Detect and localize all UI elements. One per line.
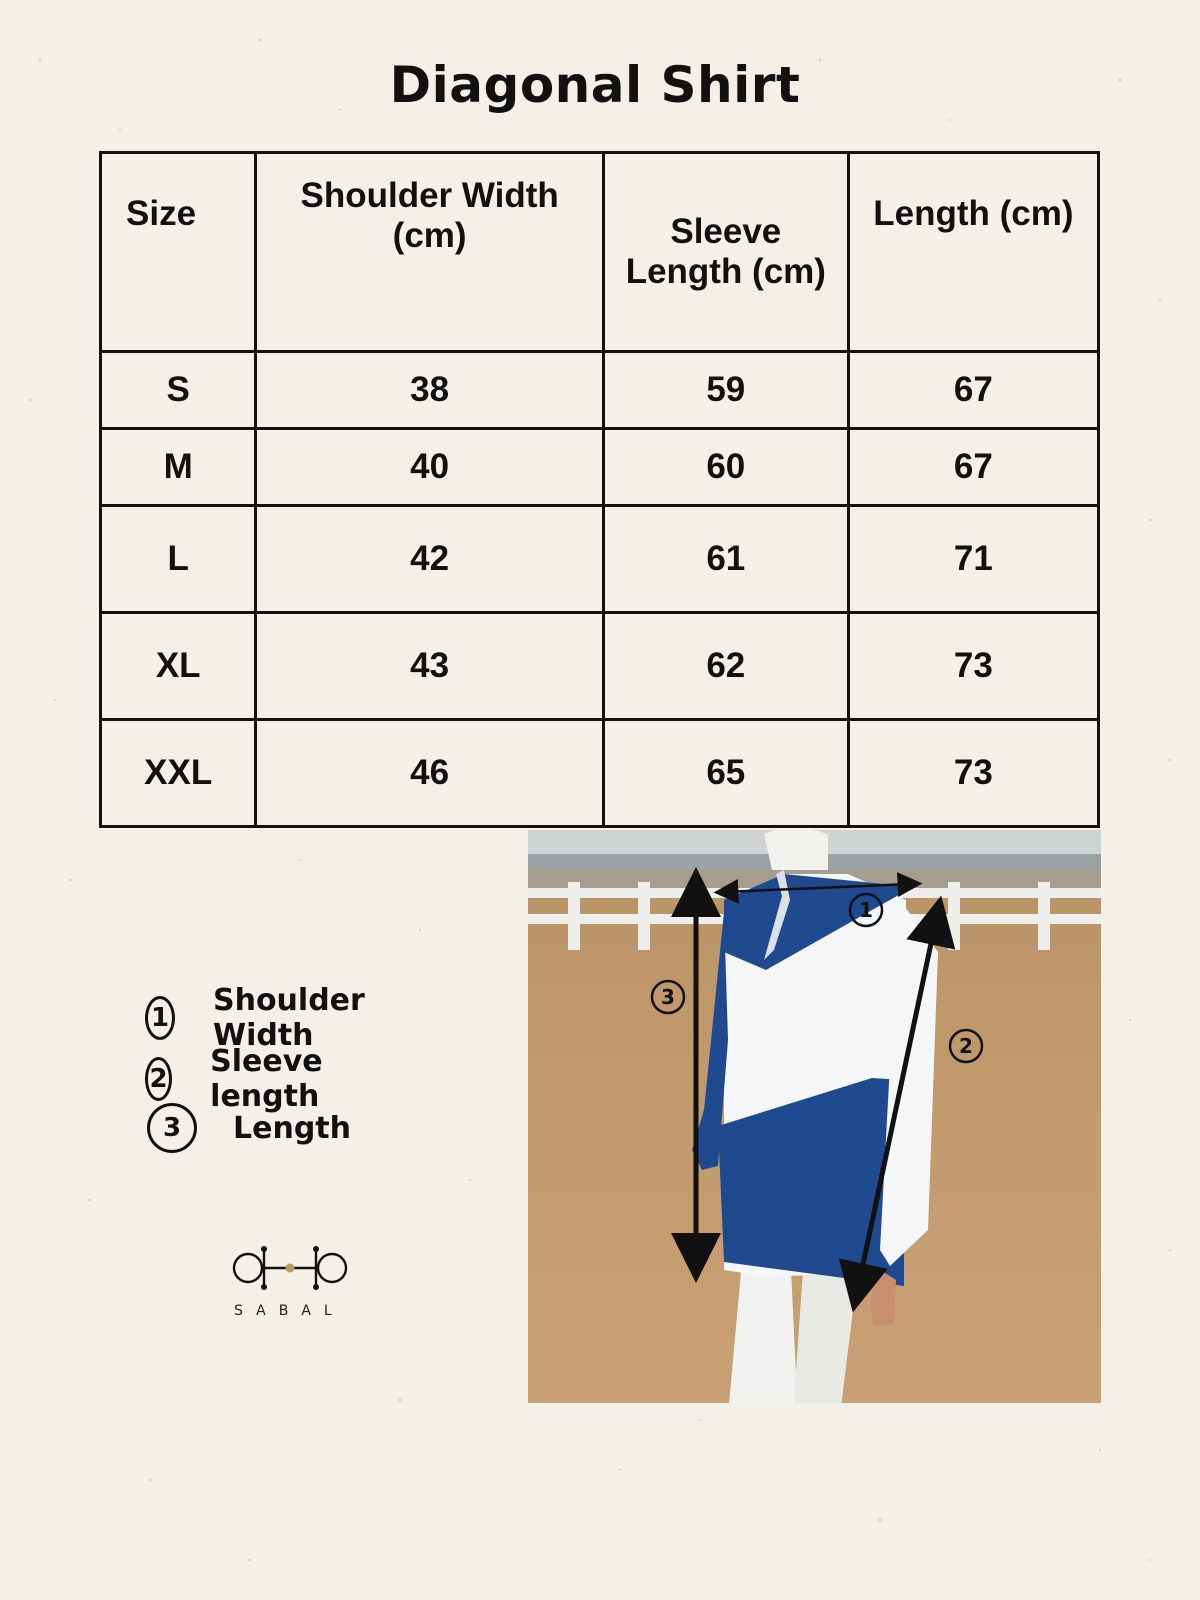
number-3-icon: 3 (147, 1103, 197, 1153)
product-measurement-photo (528, 830, 1101, 1403)
length-cell: 67 (848, 352, 1098, 429)
size-cell: L (101, 506, 256, 613)
column-header-sleeve-length: Sleeve Length (cm) (603, 153, 848, 352)
sleeve-length-cell: 59 (603, 352, 848, 429)
page-title: Diagonal Shirt (389, 56, 801, 114)
length-cell: 73 (848, 720, 1098, 827)
size-cell: S (101, 352, 256, 429)
length-cell: 73 (848, 613, 1098, 720)
length-cell: 71 (848, 506, 1098, 613)
table-header-row (101, 153, 1099, 352)
legend-label: Shoulder Width (212, 983, 365, 1053)
table-row (101, 613, 1099, 720)
column-header-length: Length (cm) (848, 153, 1098, 352)
sleeve-length-cell: 62 (603, 613, 848, 720)
photo-marker-1: 1 (859, 898, 873, 922)
size-cell: XXL (101, 720, 256, 827)
legend-label: Length (233, 1110, 351, 1146)
model-photo-illustration (528, 830, 1101, 1403)
size-chart-table (99, 151, 1100, 828)
length-cell: 67 (848, 429, 1098, 506)
legend-label: Sleeve length (210, 1044, 323, 1114)
shoulder-width-cell: 40 (256, 429, 604, 506)
column-header-shoulder-width: Shoulder Width (cm) (256, 153, 604, 352)
table-row (101, 352, 1099, 429)
legend-item-shoulder-width (145, 983, 379, 1053)
table-row (101, 506, 1099, 613)
sleeve-length-cell: 60 (603, 429, 848, 506)
shoulder-width-cell: 46 (256, 720, 604, 827)
shoulder-width-cell: 42 (256, 506, 604, 613)
shoulder-width-cell: 43 (256, 613, 604, 720)
sleeve-length-cell: 61 (603, 506, 848, 613)
table-row (101, 429, 1099, 506)
photo-marker-3: 3 (661, 985, 675, 1009)
number-2-icon: 2 (145, 1057, 172, 1101)
sleeve-length-cell: 65 (603, 720, 848, 827)
photo-marker-2: 2 (959, 1034, 973, 1058)
shoulder-width-cell: 38 (256, 352, 604, 429)
brand-wordmark: SABAL (234, 1303, 345, 1319)
column-header-size: Size (101, 153, 256, 352)
legend-item-length (147, 1103, 351, 1153)
sabal-logo-icon (230, 1240, 355, 1300)
size-cell: M (101, 429, 256, 506)
size-cell: XL (101, 613, 256, 720)
number-1-icon: 1 (145, 996, 175, 1040)
table-row (101, 720, 1099, 827)
